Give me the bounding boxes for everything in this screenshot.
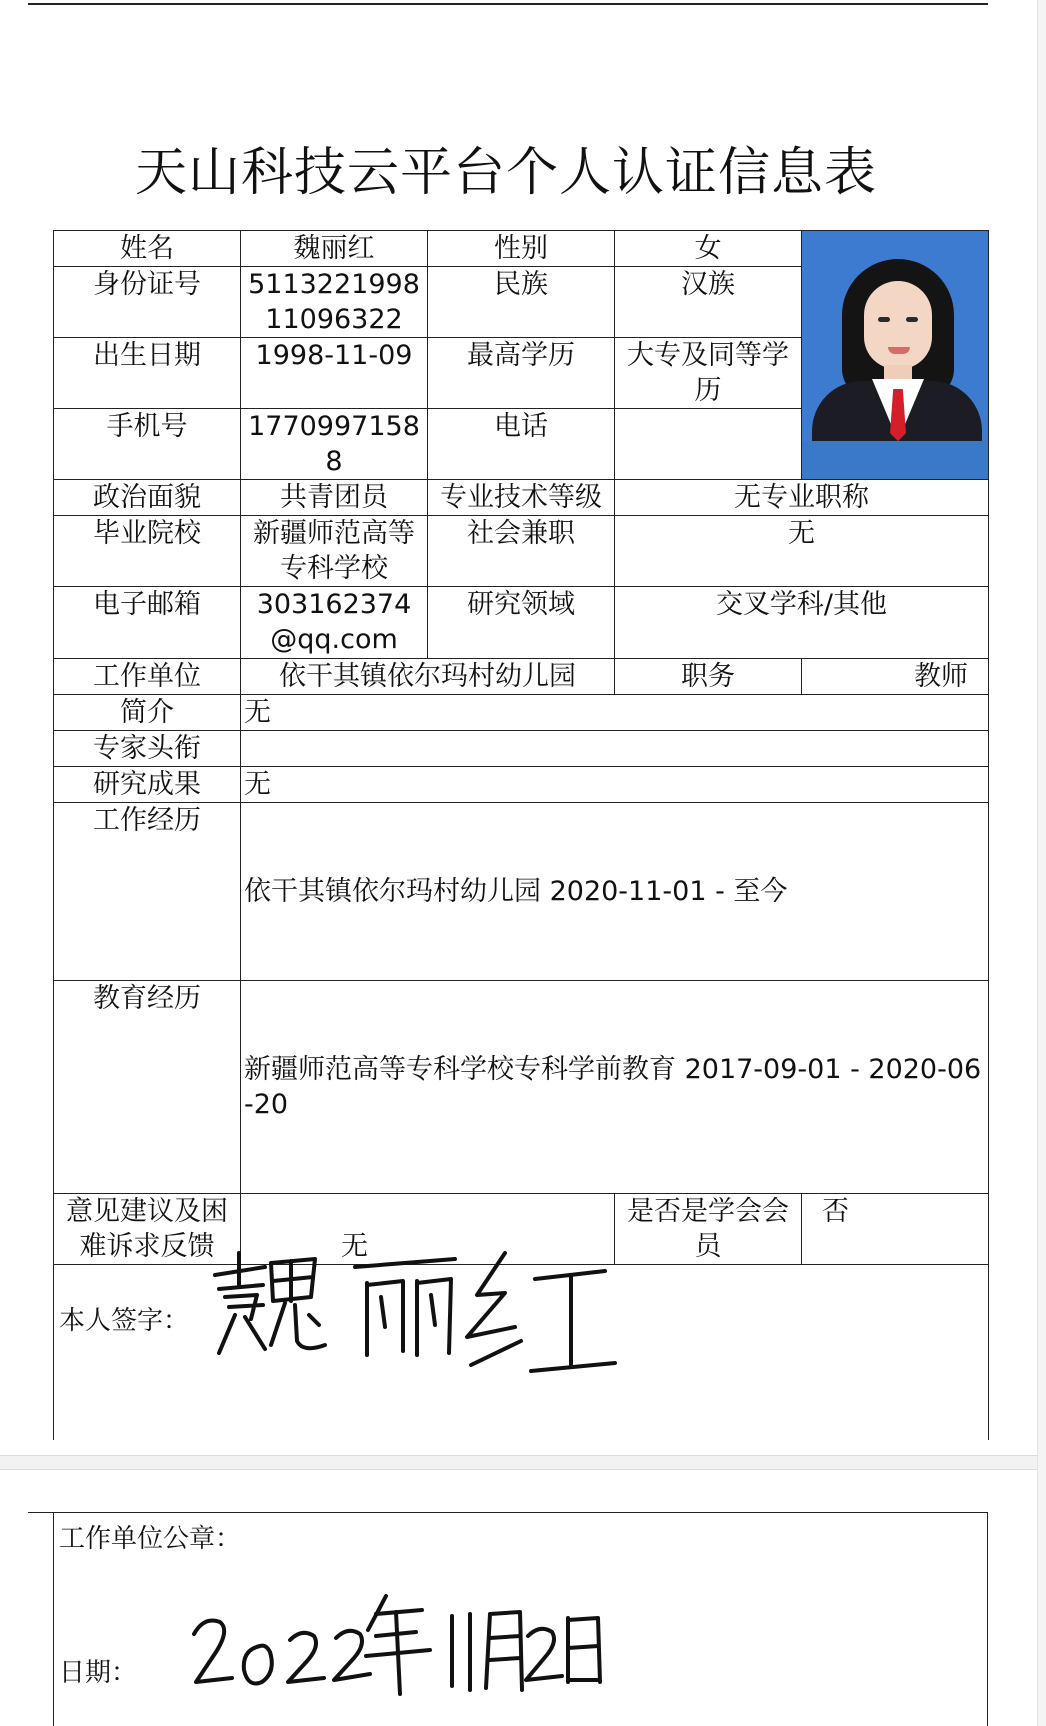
field-value: 交叉学科/其他 xyxy=(615,587,989,659)
date-label: 日期： xyxy=(59,1658,138,1688)
position-label: 职务 xyxy=(615,659,802,695)
parttime-value: 无 xyxy=(615,516,989,587)
email-label: 电子邮箱 xyxy=(54,587,241,659)
handwritten-signature xyxy=(205,1245,625,1385)
political-label: 政治面貌 xyxy=(54,480,241,516)
title-level-label: 专业技术等级 xyxy=(428,480,615,516)
page-top-rule xyxy=(28,3,988,5)
tel-value xyxy=(615,409,802,480)
seal-label: 工作单位公章： xyxy=(59,1524,242,1554)
id-number-value: 511322199811096322 xyxy=(241,267,428,338)
phone-label: 手机号 xyxy=(54,409,241,480)
signature-label: 本人签字： xyxy=(59,1306,190,1336)
id-photo xyxy=(802,231,988,441)
name-value: 魏丽红 xyxy=(241,231,428,267)
position-value: 教师 xyxy=(802,659,989,695)
member-value: 否 xyxy=(802,1194,989,1265)
feedback-label: 意见建议及困难诉求反馈 xyxy=(54,1194,241,1265)
school-label: 毕业院校 xyxy=(54,516,241,587)
handwritten-date xyxy=(190,1590,660,1700)
results-value: 无 xyxy=(241,767,989,803)
gender-value: 女 xyxy=(615,231,802,267)
parttime-label: 社会兼职 xyxy=(428,516,615,587)
gender-label: 性别 xyxy=(428,231,615,267)
work-history-label: 工作经历 xyxy=(54,803,241,981)
results-label: 研究成果 xyxy=(54,767,241,803)
id-photo-cell xyxy=(802,231,989,480)
school-value: 新疆师范高等专科学校 xyxy=(241,516,428,587)
employer-label: 工作单位 xyxy=(54,659,241,695)
name-label: 姓名 xyxy=(54,231,241,267)
birth-date-value: 1998-11-09 xyxy=(241,338,428,409)
expert-label: 专家头衔 xyxy=(54,731,241,767)
scrollbar-track[interactable] xyxy=(1037,0,1046,1726)
member-label: 是否是学会会员 xyxy=(615,1194,802,1265)
phone-value: 17709971588 xyxy=(241,409,428,480)
field-label: 研究领域 xyxy=(428,587,615,659)
ethnicity-label: 民族 xyxy=(428,267,615,338)
tel-label: 电话 xyxy=(428,409,615,480)
ethnicity-value: 汉族 xyxy=(615,267,802,338)
email-value: 303162374@qq.com xyxy=(241,587,428,659)
intro-value: 无 xyxy=(241,695,989,731)
page-separator xyxy=(0,1455,1046,1470)
expert-value xyxy=(241,731,989,767)
education-history-value: 新疆师范高等专科学校专科学前教育 2017-09-01 - 2020-06-20 xyxy=(241,981,989,1194)
feedback-value: 无 xyxy=(241,1194,615,1265)
work-history-value: 依干其镇依尔玛村幼儿园 2020-11-01 - 至今 xyxy=(241,803,989,981)
title-level-value: 无专业职称 xyxy=(615,480,989,516)
education-label: 最高学历 xyxy=(428,338,615,409)
education-history-label: 教育经历 xyxy=(54,981,241,1194)
intro-label: 简介 xyxy=(54,695,241,731)
birth-date-label: 出生日期 xyxy=(54,338,241,409)
education-value: 大专及同等学历 xyxy=(615,338,802,409)
political-value: 共青团员 xyxy=(241,480,428,516)
document-title: 天山科技云平台个人认证信息表 xyxy=(134,142,877,203)
id-number-label: 身份证号 xyxy=(54,267,241,338)
employer-value: 依干其镇依尔玛村幼儿园 xyxy=(241,659,615,695)
